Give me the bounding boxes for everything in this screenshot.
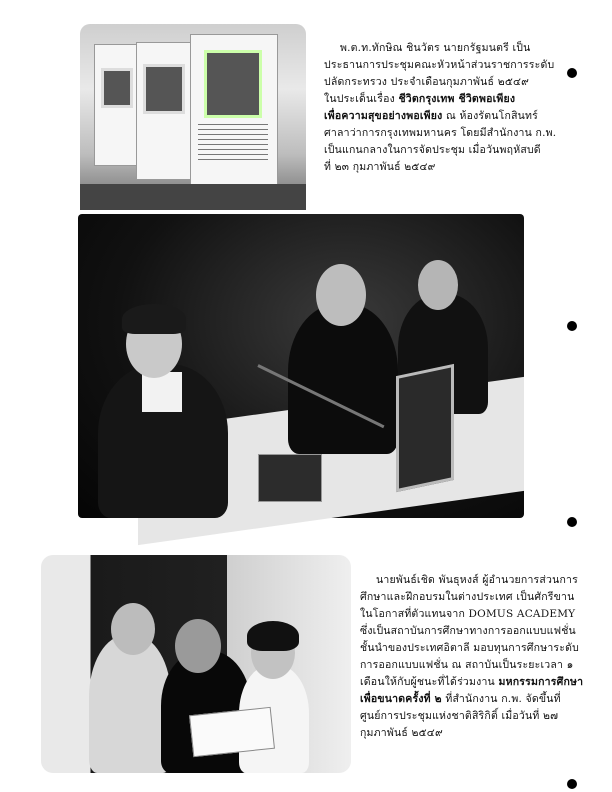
caption-line: ศูนย์การประชุมแห่งชาติสิริกิติ์ เมื่อวันที่ ๒๗ bbox=[360, 710, 559, 722]
caption-line: ศึกษาและฝึกอบรมในต่างประเทศ เป็นศักรีขาน bbox=[360, 591, 575, 603]
woman-hair bbox=[247, 621, 299, 651]
caption-line: ปลัดกระทรวง ประจำเดือนกุมภาพันธ์ ๒๕๔๙ bbox=[324, 76, 530, 88]
portrait-frame-large bbox=[204, 50, 262, 118]
caption-text: ณ ห้องรัตนโกสินทร์ bbox=[446, 110, 539, 122]
floor-plants bbox=[80, 184, 306, 210]
bold-topic: ชีวิตกรุงเทพ ชีวิตพอเพียง bbox=[398, 93, 516, 105]
caption-text: ที่สำนักงาน ก.พ. จัดขึ้นที่ bbox=[445, 693, 561, 705]
portrait-frame-middle bbox=[143, 64, 185, 114]
certificate-document bbox=[189, 707, 275, 757]
bold-event: มหกรรมการศึกษา bbox=[498, 676, 584, 688]
man-center-head bbox=[316, 264, 366, 326]
white-collar bbox=[142, 372, 182, 412]
caption-line: เป็นแกนกลางในการจัดประชุม เมื่อวันพฤหัสบดี bbox=[324, 144, 541, 156]
caption-line: การออกแบบแฟชั่น ณ สถาบันเป็นระยะเวลา ๑ bbox=[360, 659, 574, 671]
panel-text-block bbox=[198, 124, 268, 160]
caption-line: นายพันธ์เชิด พันธุหงส์ ผู้อำนวยการส่วนการ bbox=[376, 574, 578, 586]
bold-event-continued: เพื่อขนาดครั้งที่ ๒ bbox=[360, 693, 442, 705]
caption-line-topic-2 bbox=[324, 108, 564, 125]
caption-line: ศาลาว่าการกรุงเทพมหานคร โดยมีสำนักงาน ก.พ. bbox=[324, 127, 557, 139]
bearded-man-head bbox=[175, 619, 221, 673]
caption-line-topic bbox=[324, 91, 564, 108]
meeting-photo bbox=[78, 214, 524, 518]
man-right-head bbox=[418, 260, 458, 310]
portrait-frame-small bbox=[101, 68, 133, 108]
caption-line: ประธานการประชุมคณะหัวหน้าส่วนราชการระดับ bbox=[324, 59, 555, 71]
woman-hair bbox=[122, 304, 186, 334]
caption-line: กุมภาพันธ์ ๒๕๔๙ bbox=[360, 727, 443, 739]
caption-paragraph-1 bbox=[324, 40, 564, 176]
caption-line: ซึ่งเป็นสถาบันการศึกษาทางการออกแบบแฟชั่น bbox=[360, 625, 576, 637]
scholarship-photo bbox=[41, 555, 351, 773]
man-center-figure bbox=[288, 304, 398, 454]
bold-topic-continued: เพื่อความสุขอย่างพอเพียง bbox=[324, 110, 443, 122]
caption-line: พ.ต.ท.ทักษิณ ชินวัตร นายกรัฐมนตรี เป็น bbox=[340, 42, 531, 54]
punch-hole-mark bbox=[567, 68, 577, 78]
older-man-figure bbox=[89, 635, 171, 773]
exhibition-photo bbox=[80, 24, 306, 210]
caption-line-event-2 bbox=[360, 691, 570, 708]
punch-hole-mark bbox=[567, 779, 577, 789]
caption-text: ในประเด็นเรื่อง bbox=[324, 93, 395, 105]
caption-text: เดือนให้กับผู้ชนะที่ได้ร่วมงาน bbox=[360, 676, 495, 688]
caption-line: ที่ ๒๓ กุมภาพันธ์ ๒๕๔๙ bbox=[324, 161, 436, 173]
caption-line: ในโอกาสที่ตัวแทนจาก DOMUS ACADEMY bbox=[360, 608, 576, 620]
older-man-head bbox=[111, 603, 155, 655]
caption-paragraph-2 bbox=[360, 572, 584, 742]
desk-monitor bbox=[396, 364, 454, 492]
name-plate bbox=[258, 454, 322, 502]
punch-hole-mark bbox=[567, 321, 577, 331]
caption-line: ชั้นนำของประเทศอิตาลี มอบทุนการศึกษาระดับ bbox=[360, 642, 579, 654]
punch-hole-mark bbox=[567, 517, 577, 527]
caption-line-event bbox=[360, 674, 584, 691]
